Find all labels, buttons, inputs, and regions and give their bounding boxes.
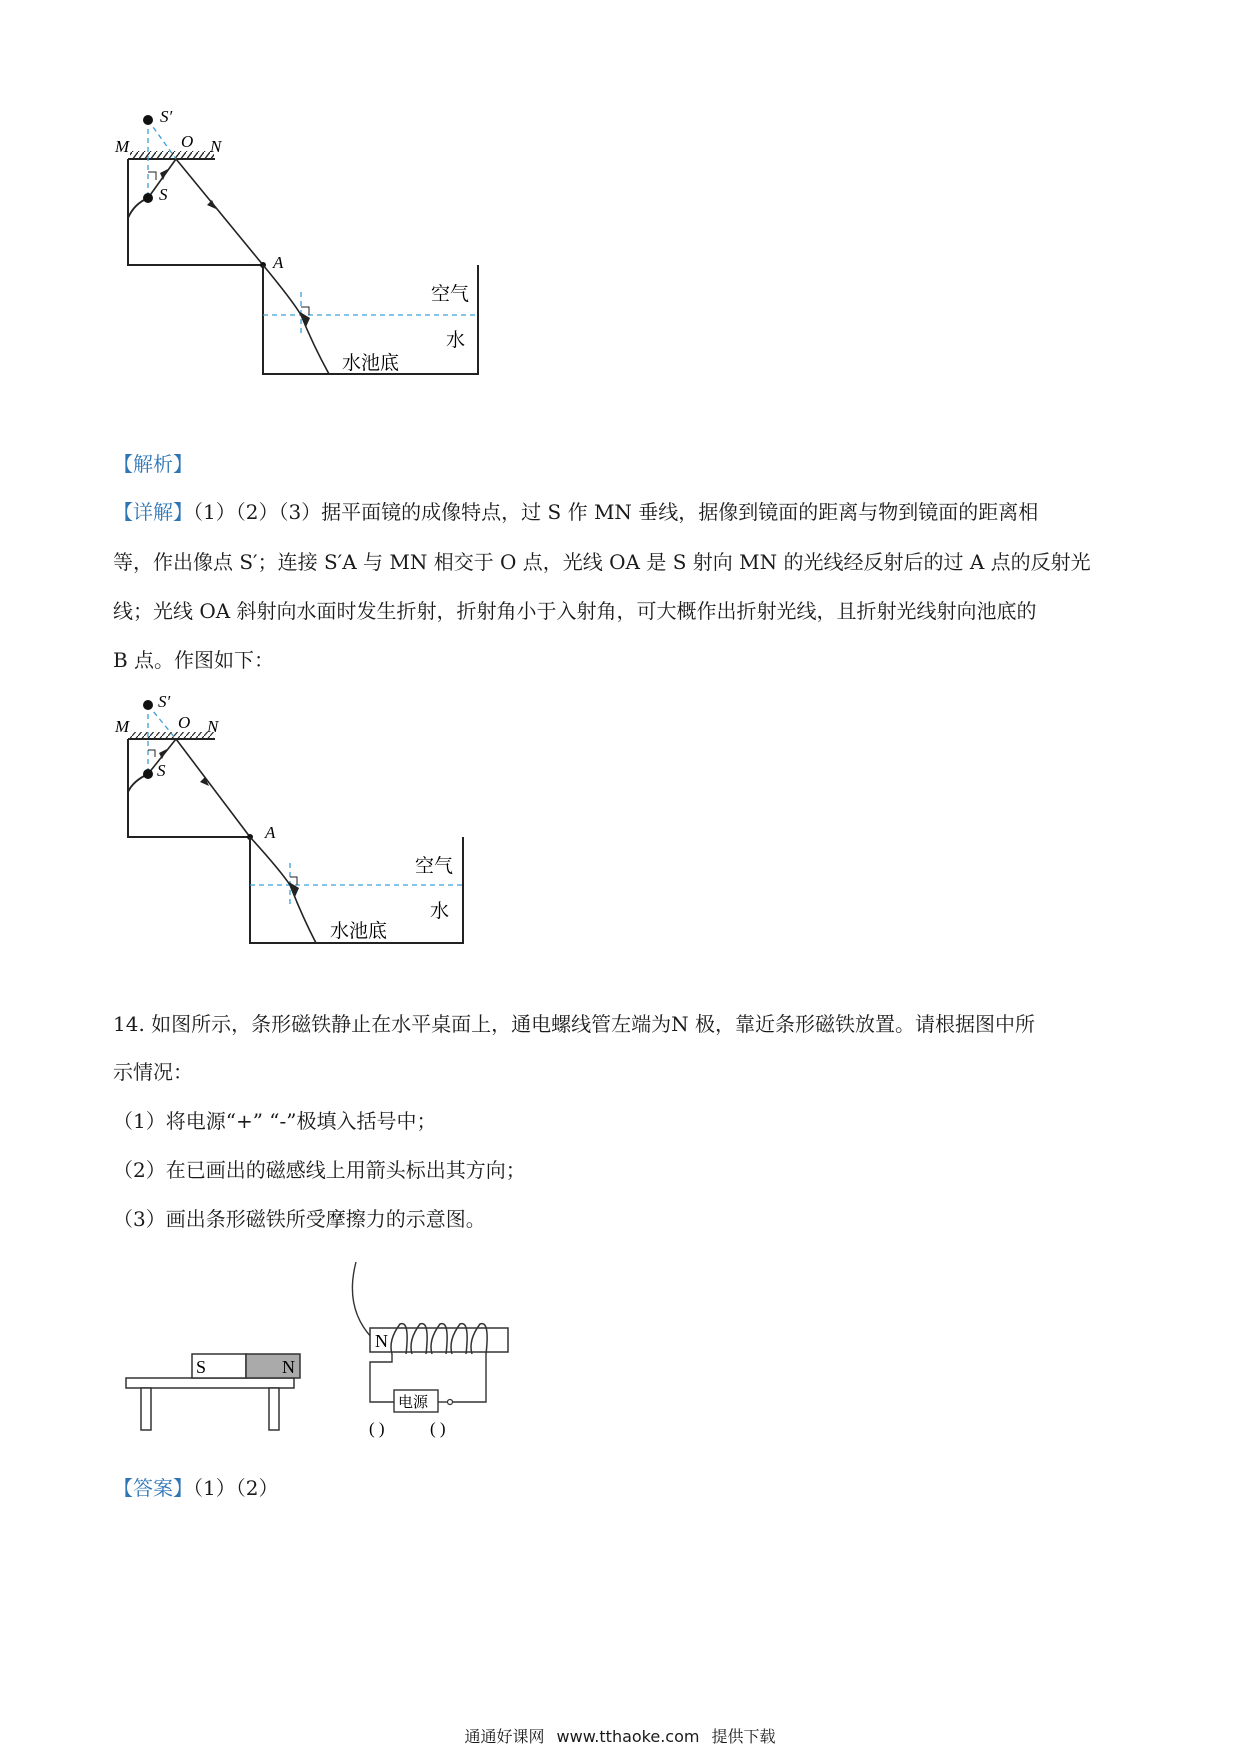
detail-text-1: （1）（2）（3）据平面镜的成像特点，过 S 作 MN 垂线，据像到镜面的距离与物到镜面的距离相	[193, 500, 1039, 524]
right-angle-mark	[148, 172, 156, 180]
label-pool-bottom: 水池底	[342, 353, 400, 374]
label-water: 水	[446, 330, 466, 351]
detail-line-4: B 点。作图如下：	[113, 648, 275, 672]
mirror-hatch	[130, 151, 214, 159]
footer-url: www.tthaoke.com	[556, 1727, 700, 1746]
circuit-wire-right	[450, 1354, 486, 1402]
label-o: O	[181, 132, 194, 151]
label-m: M	[115, 137, 130, 156]
question-14-item-3: （3）画出条形磁铁所受摩擦力的示意图。	[113, 1207, 486, 1231]
bracket-right: ( )	[430, 1419, 446, 1438]
label-s: S	[159, 185, 168, 204]
table-leg-right	[269, 1388, 279, 1430]
table-top	[126, 1378, 294, 1388]
label-s-prime: S′	[158, 692, 171, 711]
reflected-ray	[176, 739, 250, 837]
power-terminal	[448, 1400, 453, 1405]
magnet-s-label: S	[196, 1357, 207, 1377]
detail-tag: 【详解】	[113, 500, 193, 524]
footer-download: 提供下载	[711, 1727, 776, 1746]
refracted-ray	[250, 837, 316, 943]
magnet-n-label: N	[282, 1357, 295, 1377]
question-14-line-2: 示情况：	[113, 1060, 193, 1084]
detail-line-3: 线；光线 OA 斜射向水面时发生折射，折射角小于入射角，可大概作出折射光线，且折射光线射向池底的	[113, 599, 1037, 623]
optics-figure-answer	[0, 680, 500, 950]
optics-figure-top	[0, 0, 520, 400]
label-water: 水	[430, 901, 450, 922]
answer-tag: 【答案】	[113, 1476, 193, 1500]
refracted-ray	[263, 265, 329, 374]
point-s	[143, 193, 153, 203]
point-s-prime	[143, 115, 153, 125]
answer-line	[113, 1474, 1123, 1502]
detail-line-2: 等，作出像点 S′；连接 S′A 与 MN 相交于 O 点，光线 OA 是 S 射向 MN 的光线经反射后的过 A 点的反射光	[113, 550, 1091, 574]
table-leg-left	[141, 1388, 151, 1430]
magnet-solenoid-figure	[0, 1250, 560, 1450]
label-n: N	[207, 717, 219, 736]
magnetic-field-line	[352, 1262, 372, 1338]
page-footer	[0, 1726, 1240, 1748]
question-14-item-2: （2）在已画出的磁感线上用箭头标出其方向；	[113, 1158, 526, 1182]
label-pool-bottom: 水池底	[330, 921, 388, 942]
reflected-arrow	[207, 200, 216, 209]
analysis-heading: 【解析】	[113, 452, 193, 476]
reflected-ray	[176, 159, 263, 265]
bracket-left: ( )	[369, 1419, 385, 1438]
question-14-item-1: （1）将电源“+” “-”极填入括号中；	[113, 1109, 437, 1133]
label-s-prime: S′	[160, 107, 173, 126]
label-air: 空气	[431, 284, 470, 305]
right-angle-mark	[148, 750, 155, 757]
label-s: S	[157, 761, 166, 780]
label-n: N	[210, 137, 222, 156]
label-m: M	[115, 717, 130, 736]
answer-text: （1）（2）	[193, 1476, 279, 1500]
question-14-line-1: 14. 如图所示，条形磁铁静止在水平桌面上，通电螺线管左端为N 极，靠近条形磁铁放置。请根据图中所	[113, 1012, 1036, 1036]
point-s-prime	[143, 700, 153, 710]
footer-site: 通通好课网	[464, 1727, 545, 1746]
solenoid-n-label: N	[375, 1331, 388, 1351]
label-a: A	[273, 253, 284, 272]
detail-line-1	[113, 498, 1123, 526]
label-o: O	[178, 713, 191, 732]
circuit-wire-left	[370, 1354, 394, 1402]
label-a: A	[265, 823, 276, 842]
wall-outline	[128, 739, 250, 837]
power-supply-label: 电源	[398, 1395, 429, 1411]
mirror-hatch	[130, 732, 214, 739]
label-air: 空气	[415, 856, 454, 877]
point-s	[143, 769, 153, 779]
